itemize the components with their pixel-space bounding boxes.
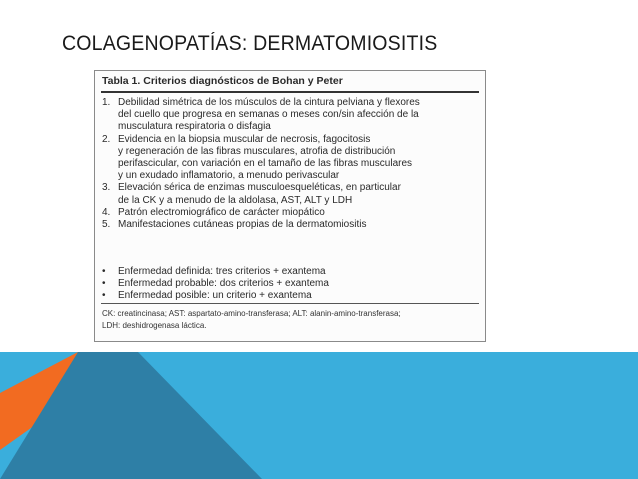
criterion-number: 1. — [102, 97, 111, 108]
classification-text: Enfermedad definida: tres criterios + exantema — [118, 266, 326, 277]
table-footnote — [102, 308, 479, 331]
criterion-number: 5. — [102, 219, 111, 231]
bullet-marker: • — [102, 266, 106, 277]
criterion-text-line: Patrón electromiográfico de carácter miopático — [118, 206, 325, 218]
criterion-text-line: Debilidad simétrica de los músculos de la cintura pelviana y flexores — [118, 97, 420, 108]
criterion-number: 2. — [102, 133, 111, 145]
classification-item — [102, 278, 479, 290]
criterion-text-line: Evidencia en la biopsia muscular de necrosis, fagocitosis — [118, 133, 371, 145]
orange-wedge — [0, 352, 138, 450]
criterion-number: 4. — [102, 206, 111, 218]
table-footnote-rule — [101, 303, 479, 304]
criterion-item-5 — [102, 219, 479, 231]
criterion-text-line: Elevación sérica de enzimas musculoesqueléticas, en particular — [118, 182, 401, 194]
footnote-line: LDH: deshidrogenasa láctica. — [102, 320, 207, 330]
criterion-text-line: musculatura respiratoria o disfagia — [118, 121, 271, 133]
criterion-number: 3. — [102, 182, 111, 194]
bullet-marker: • — [102, 289, 106, 301]
criterion-item-1 — [102, 97, 479, 134]
classification-item — [102, 266, 479, 278]
blue-band — [0, 352, 638, 479]
criterion-text-line: del cuello que progresa en semanas o meses con/sin afección de la — [118, 109, 419, 121]
dark-blue-triangle — [0, 352, 262, 479]
classification-text: Enfermedad probable: dos criterios + exantema — [118, 277, 329, 289]
criteria-table — [94, 70, 486, 342]
slide-title: COLAGENOPATÍAS: DERMATOMIOSITIS — [62, 32, 438, 55]
bullet-marker: • — [102, 277, 106, 289]
table-title: Tabla 1. Criterios diagnósticos de Bohan y Peter — [102, 75, 343, 87]
footnote-line: CK: creatincinasa; AST: aspartato-amino-transferasa; ALT: alanin-amino-transferasa; — [102, 309, 401, 318]
classification-text: Enfermedad posible: un criterio + exantema — [118, 289, 312, 301]
classification-list — [102, 266, 479, 301]
criterion-text-line: y regeneración de las fibras musculares, atrofia de distribución — [118, 145, 396, 157]
criterion-text-line: y un exudado inflamatorio, a menudo perivascular — [118, 170, 340, 182]
criterion-item-4 — [102, 207, 479, 219]
criterion-text-line: perifascicular, con variación en el tamaño de las fibras musculares — [118, 158, 413, 170]
criterion-item-3 — [102, 182, 479, 206]
classification-item — [102, 290, 479, 302]
criterion-item-2 — [102, 134, 479, 183]
criterion-text-line: Manifestaciones cutáneas propias de la dermatomiositis — [118, 219, 367, 231]
criterion-text-line: de la CK y a menudo de la aldolasa, AST, ALT y LDH — [118, 194, 353, 206]
table-top-rule — [101, 91, 479, 93]
criteria-list — [102, 97, 479, 231]
